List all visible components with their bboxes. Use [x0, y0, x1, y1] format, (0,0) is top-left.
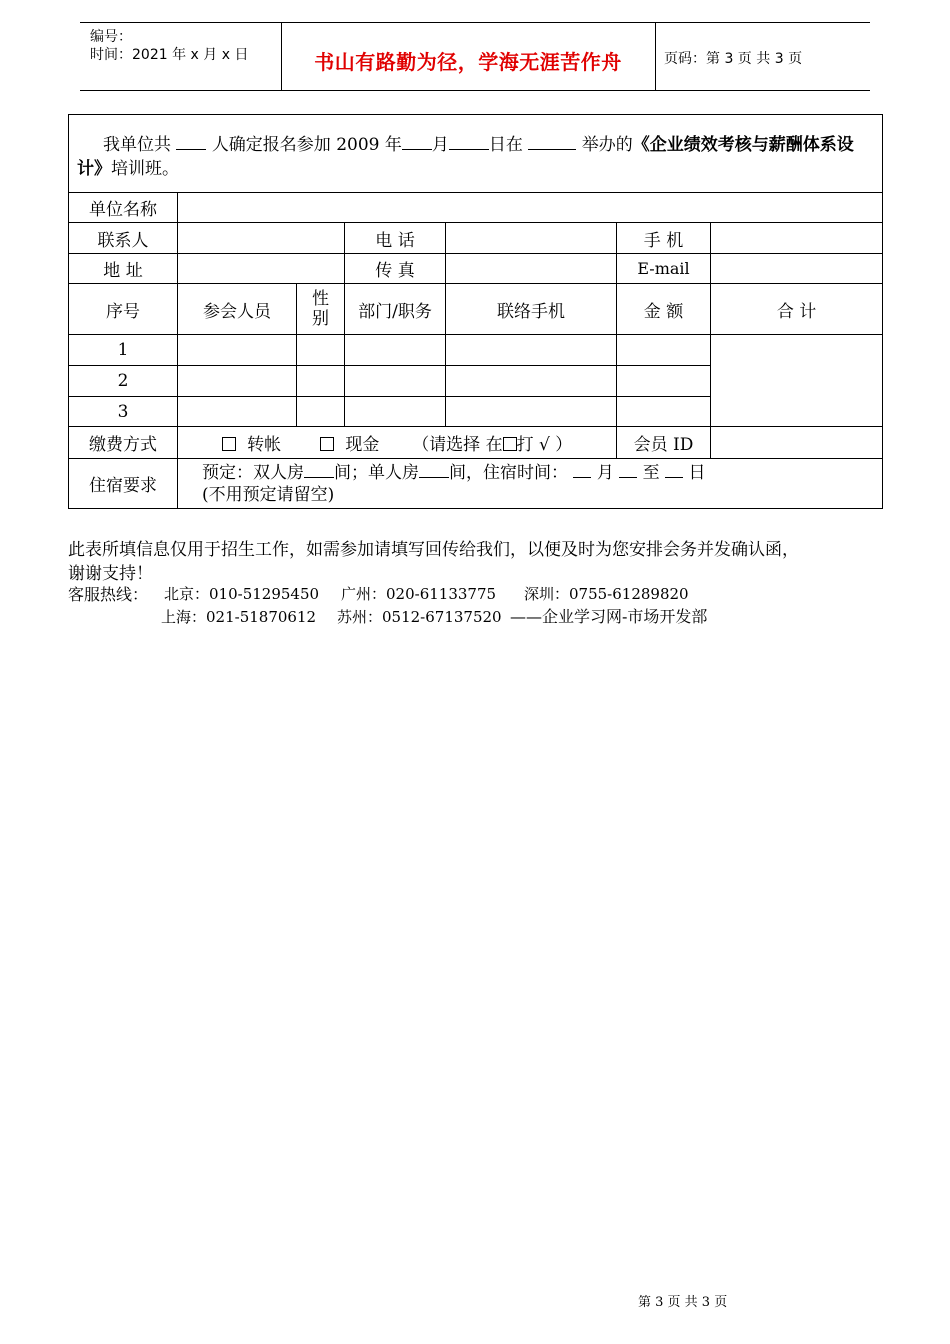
page-footer: 第 3 页 共 3 页	[638, 1295, 728, 1310]
address-label: 地 址	[69, 254, 178, 284]
doc-time-label: 时间：2021 年 x 月 x 日	[90, 47, 249, 63]
lodging-text: 日	[688, 463, 706, 483]
phone-label: 电 话	[345, 223, 446, 254]
header-bottom-rule	[80, 90, 870, 91]
email-label: E-mail	[617, 254, 711, 284]
email-field[interactable]	[711, 254, 883, 284]
attendee-cell[interactable]	[178, 366, 297, 397]
count-blank[interactable]	[176, 133, 206, 150]
month-blank[interactable]	[573, 461, 591, 478]
transfer-checkbox[interactable]	[222, 437, 236, 451]
hotline-shanghai: 上海：021-51870612	[161, 608, 317, 626]
contact-mobile-cell[interactable]	[446, 335, 617, 366]
course-title: 《企业绩效考核与薪酬体系设计》	[77, 135, 854, 179]
col-header-seq: 序号	[69, 284, 178, 335]
contact-person-label: 联系人	[69, 223, 178, 254]
intro-text: 我单位共	[103, 135, 171, 155]
contact-mobile-cell[interactable]	[446, 366, 617, 397]
intro-text: 人确定报名参加 2009 年	[211, 135, 402, 155]
attendee-cell[interactable]	[178, 335, 297, 366]
header-divider-right	[655, 22, 656, 90]
row-seq: 3	[69, 397, 178, 427]
col-header-attendee: 参会人员	[178, 284, 297, 335]
unit-name-field[interactable]	[178, 193, 883, 223]
cash-label: 现金	[345, 435, 380, 455]
header-page-label: 页码：第 3 页 共 3 页	[664, 51, 803, 67]
check-example-box	[503, 437, 517, 451]
dept-cell[interactable]	[345, 335, 446, 366]
intro-text: 月	[431, 135, 449, 155]
mobile-field[interactable]	[711, 223, 883, 254]
transfer-label: 转帐	[247, 435, 282, 455]
intro-text: 培训班。	[111, 159, 179, 179]
single-room-blank[interactable]	[419, 461, 449, 478]
payment-hint: 打 √ ）	[516, 435, 573, 455]
to-day-blank[interactable]	[665, 461, 683, 478]
attendee-cell[interactable]	[178, 397, 297, 427]
row-seq: 1	[69, 335, 178, 366]
unit-name-label: 单位名称	[69, 193, 178, 223]
member-id-label: 会员 ID	[617, 427, 711, 459]
registration-form	[68, 114, 883, 509]
dept-cell[interactable]	[345, 366, 446, 397]
fax-field[interactable]	[446, 254, 617, 284]
payment-hint: （请选择 在	[412, 435, 503, 455]
col-header-dept: 部门/职务	[345, 284, 446, 335]
member-id-field[interactable]	[711, 427, 883, 459]
contact-person-field[interactable]	[178, 223, 345, 254]
amount-cell[interactable]	[617, 366, 711, 397]
payment-method-label: 缴费方式	[69, 427, 178, 459]
intro-text: 日在	[488, 135, 523, 155]
address-field[interactable]	[178, 254, 345, 284]
contact-mobile-cell[interactable]	[446, 397, 617, 427]
location-blank[interactable]	[528, 133, 576, 150]
privacy-note: 此表所填信息仅用于招生工作，如需参加请填写回传给我们，以便及时为您安排会务并发确认函，	[68, 540, 799, 560]
lodging-text: 预定：双人房	[202, 463, 304, 483]
gender-cell[interactable]	[297, 366, 345, 397]
phone-field[interactable]	[446, 223, 617, 254]
row-seq: 2	[69, 366, 178, 397]
hotline-shenzhen: 深圳：0755-61289820	[524, 585, 689, 603]
total-cell[interactable]	[711, 335, 883, 427]
hotline-suzhou: 苏州：0512-67137520	[337, 608, 502, 626]
privacy-note-thanks: 谢谢支持！	[68, 564, 153, 584]
gender-cell[interactable]	[297, 335, 345, 366]
intro-statement	[69, 115, 883, 193]
amount-cell[interactable]	[617, 397, 711, 427]
payment-options	[178, 427, 617, 459]
signature: ——企业学习网-市场开发部	[510, 607, 708, 626]
lodging-field[interactable]	[178, 459, 883, 509]
month-blank[interactable]	[402, 133, 432, 150]
header-top-rule	[80, 22, 870, 23]
col-header-total: 合 计	[711, 284, 883, 335]
amount-cell[interactable]	[617, 335, 711, 366]
cash-checkbox[interactable]	[320, 437, 334, 451]
day-blank[interactable]	[449, 133, 489, 150]
lodging-note: (不用预定请留空)	[202, 485, 335, 505]
lodging-text: 间；单人房	[334, 463, 419, 483]
col-header-contact-mobile: 联络手机	[446, 284, 617, 335]
lodging-text: 间，住宿时间：	[449, 463, 568, 483]
intro-text: 举办的	[581, 135, 633, 155]
col-header-amount: 金 额	[617, 284, 711, 335]
gender-cell[interactable]	[297, 397, 345, 427]
hotline-guangzhou: 广州：020-61133775	[341, 585, 497, 603]
hotline-beijing: 北京：010-51295450	[164, 585, 320, 603]
lodging-label: 住宿要求	[69, 459, 178, 509]
col-header-gender: 性别	[297, 284, 345, 335]
fax-label: 传 真	[345, 254, 446, 284]
doc-number-label: 编号：	[90, 29, 132, 45]
mobile-label: 手 机	[617, 223, 711, 254]
lodging-text: 月	[596, 463, 614, 483]
lodging-text: 至	[642, 463, 660, 483]
dept-cell[interactable]	[345, 397, 446, 427]
hotline-label: 客服热线：	[68, 585, 149, 604]
double-room-blank[interactable]	[304, 461, 334, 478]
header-slogan: 书山有路勤为径，学海无涯苦作舟	[314, 50, 622, 74]
from-day-blank[interactable]	[619, 461, 637, 478]
